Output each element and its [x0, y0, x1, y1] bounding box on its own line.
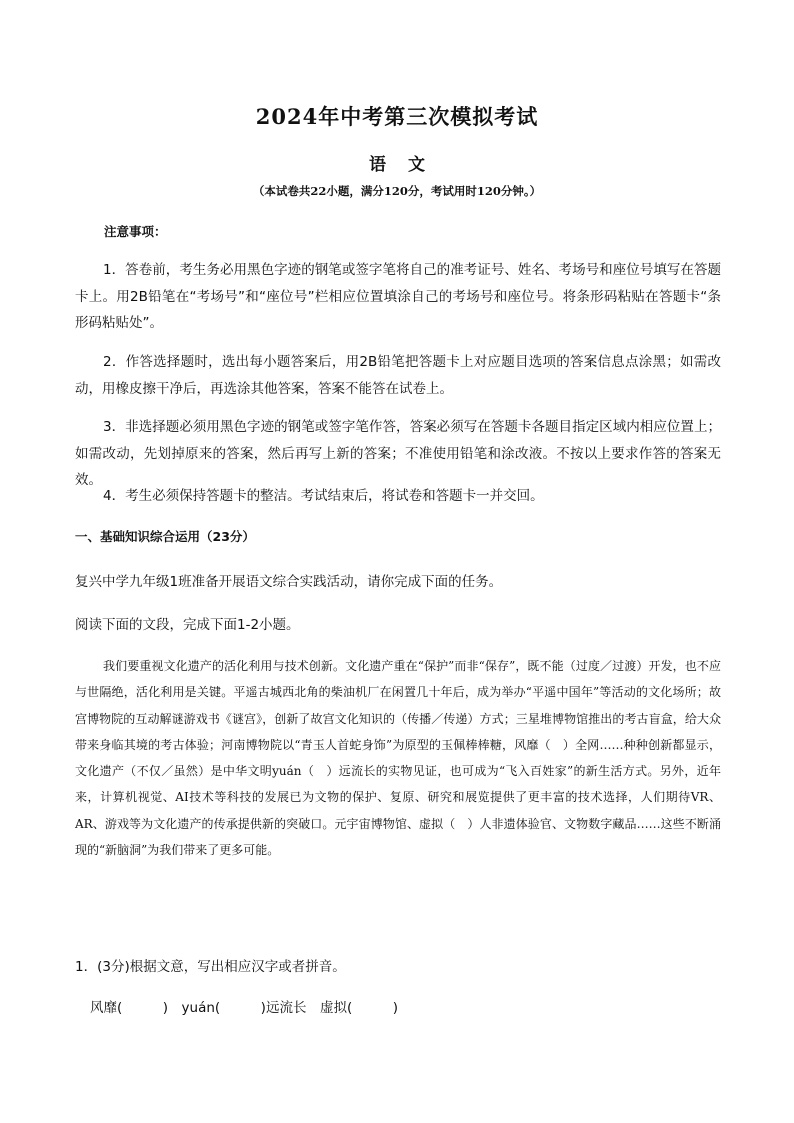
section-intro: 复兴中学九年级1班准备开展语文综合实践活动，请你完成下面的任务。	[75, 574, 503, 590]
notice-item-3: 3．非选择题必须用黑色字迹的钢笔或签字笔作答，答案必须写在答题卡各题目指定区域内相应位置上；如需改动，先划掉原来的答案，然后再写上新的答案；不准使用铅笔和涂改液。不按以上要求作答的答案无效。	[75, 419, 721, 488]
subject-title: 语文	[369, 155, 447, 175]
reading-instruction: 阅读下面的文段，完成下面1-2小题。	[75, 617, 300, 633]
reading-passage: 我们要重视文化遗产的活化利用与技术创新。文化遗产重在“保护”而非“保存”，既不能（过度／过渡）开发，也不应与世隔绝，活化利用是关键。平遥古城西北角的柴油机厂在闲置几十年后，成为举办“平遥中国年”等活动的文化场所；故宫博物院的互动解谜游戏书《谜宫》，创新了故宫文化知识的（传播／传递）方式；三星堆博物馆推出的考古盲盒，给大众带来身临其境的考古体验；河南博物院以“青玉人首蛇身饰”为原型的玉佩棒棒糖，风靡（ ）全网……种种创新都显示，文化遗产（不仅／虽然）是中华文明yuán（ ）远流长的实物见证，也可成为“飞入百姓家”的新生活方式。另外，近年来，计算机视觉、AI技术等科技的发展已为文物的保护、复原、研究和展览提供了更丰富的技术选择，人们期待VR、AR、游戏等为文化遗产的传承提供新的突破口。元宇宙博物馆、虚拟（ ）人非遗体验官、文物数字藏品……这些不断涌现的“新脑洞”为我们带来了更多可能。	[75, 659, 721, 858]
exam-title: 2024年中考第三次模拟考试	[255, 104, 539, 129]
notice-heading: 注意事项：	[104, 224, 167, 239]
answer-blanks: 风靡( ) yuán( )远流长 虚拟( )	[90, 1000, 398, 1016]
exam-info: （本试卷共22小题，满分120分，考试用时120分钟。）	[252, 184, 542, 198]
notice-item-4: 4．考生必须保持答题卡的整洁。考试结束后，将试卷和答题卡一并交回。	[103, 488, 544, 504]
section-heading: 一、基础知识综合运用（23分）	[75, 529, 255, 544]
question-1: 1．(3分)根据文意，写出相应汉字或者拼音。	[75, 959, 346, 975]
notice-item-2: 2．作答选择题时，选出每小题答案后，用2B铅笔把答题卡上对应题目选项的答案信息点涂黑；如需改动，用橡皮擦干净后，再选涂其他答案，答案不能答在试卷上。	[75, 354, 721, 397]
notice-item-1: 1．答卷前，考生务必用黑色字迹的钢笔或签字笔将自己的准考证号、姓名、考场号和座位号填写在答题卡上。用2B铅笔在“考场号”和“座位号”栏相应位置填涂自己的考场号和座位号。将条形码粘贴在答题卡“条形码粘贴处”。	[75, 262, 721, 331]
